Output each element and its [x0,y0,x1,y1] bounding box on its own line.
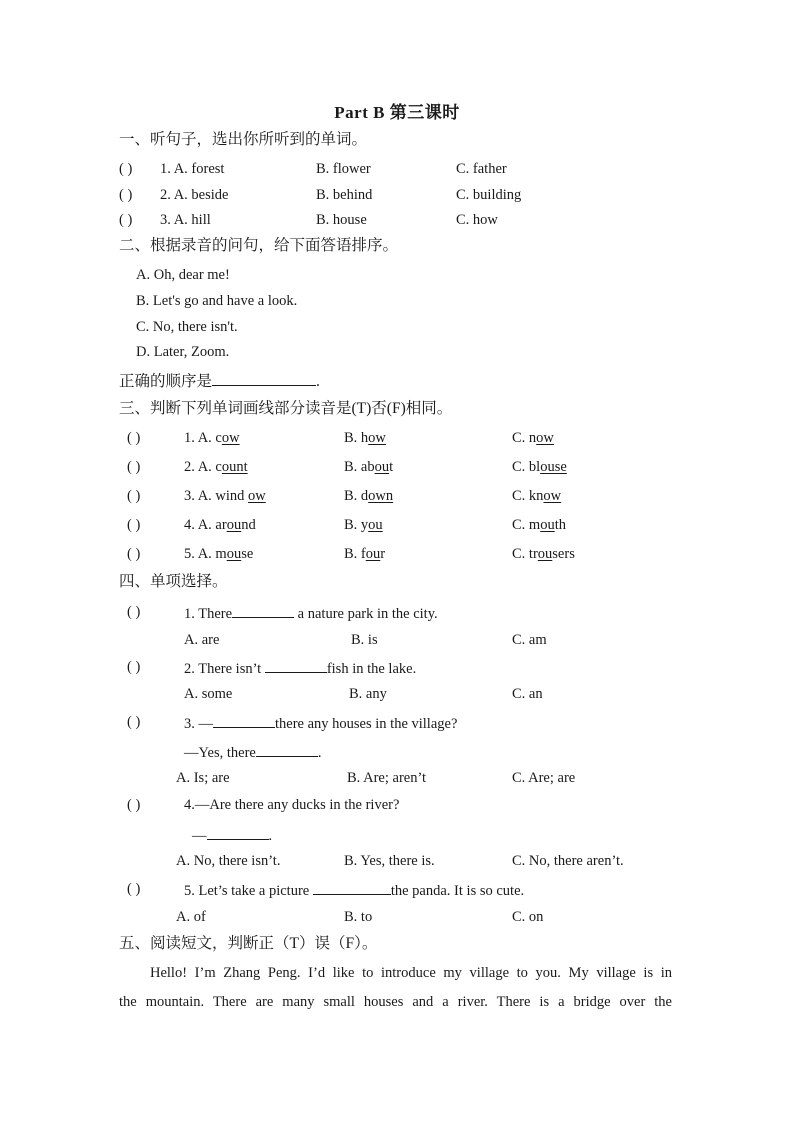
answer-bracket[interactable]: ( ) [127,659,141,675]
section-2-heading: 二、根据录音的问句，给下面答语排序。 [119,237,399,254]
order-line: 正确的顺序是 . [119,370,320,392]
answer-bracket[interactable]: ( ) [127,604,141,620]
option-c: C. on [512,909,544,925]
word-a: 2. A. count [184,459,248,475]
word-b: B. how [344,430,386,446]
option-a: A. Is; are [176,770,230,786]
reply-item-a: A. Oh, dear me! [136,267,230,283]
option-a: A. some [184,686,233,702]
passage-line-2: the mountain. There are many small houses and a river. There is a bridge over the [119,994,672,1010]
fill-blank[interactable] [213,712,275,728]
word-b: B. down [344,488,394,504]
order-blank[interactable] [212,370,316,386]
option-b: B. any [349,686,387,702]
option-c: C. am [512,632,547,648]
word-a: 4. A. around [184,517,256,533]
fill-blank[interactable] [256,741,318,757]
option-c: C. Are; are [512,770,576,786]
word-c: C. blouse [512,459,567,475]
question-4-reply: — . [192,824,272,846]
option-c: C. No, there aren’t. [512,853,624,869]
question-5: 5. Let’s take a picture the panda. It is so cute. [184,879,524,901]
option-c: C. building [456,187,522,203]
word-c: C. mouth [512,517,566,533]
reply-item-c: C. No, there isn't. [136,319,238,335]
reply-item-b: B. Let's go and have a look. [136,293,298,309]
fill-blank[interactable] [265,657,327,673]
fill-blank[interactable] [207,824,269,840]
option-b: B. flower [316,161,371,177]
option-c: C. an [512,686,543,702]
answer-bracket[interactable]: ( ) [127,881,141,897]
order-label: 正确的顺序是 [119,373,213,390]
option-a: A. are [184,632,220,648]
option-b: B. behind [316,187,373,203]
section-4-heading: 四、单项选择。 [119,573,228,590]
word-c: C. trousers [512,546,575,562]
word-b: B. you [344,517,383,533]
answer-bracket[interactable]: ( ) [127,459,141,475]
answer-bracket[interactable]: ( ) [119,187,133,203]
answer-bracket[interactable]: ( ) [127,430,141,446]
question-1: 1. There a nature park in the city. [184,602,438,624]
word-c: C. now [512,430,554,446]
section-1-heading: 一、听句子，选出你所听到的单词。 [119,131,368,148]
option-b: B. is [351,632,378,648]
section-3-heading: 三、判断下列单词画线部分读音是(T)否(F)相同。 [119,400,453,417]
answer-bracket[interactable]: ( ) [127,797,141,813]
word-a: 3. A. wind ow [184,488,266,504]
word-b: B. four [344,546,386,562]
word-b: B. about [344,459,394,475]
option-b: B. Yes, there is. [344,853,435,869]
answer-bracket[interactable]: ( ) [119,212,133,228]
word-a: 5. A. mouse [184,546,254,562]
answer-bracket[interactable]: ( ) [127,714,141,730]
question-4: 4.—Are there any ducks in the river? [184,797,400,813]
option-a: A. of [176,909,206,925]
answer-bracket[interactable]: ( ) [127,546,141,562]
section-5-heading: 五、阅读短文，判断正（T）误（F）。 [119,935,378,952]
option-b: B. to [344,909,373,925]
option-b: B. house [316,212,367,228]
option-b: B. Are; aren’t [347,770,427,786]
question-3-reply: —Yes, there . [184,741,321,763]
option-a: A. No, there isn’t. [176,853,281,869]
question-option-a: 3. A. hill [160,212,211,228]
fill-blank[interactable] [313,879,391,895]
option-c: C. father [456,161,507,177]
question-3: 3. — there any houses in the village? [184,712,457,734]
question-2: 2. There isn’t fish in the lake. [184,657,416,679]
page-title: Part B 第三课时 [334,103,460,122]
answer-bracket[interactable]: ( ) [127,517,141,533]
word-c: C. know [512,488,562,504]
passage-line-1: Hello! I’m Zhang Peng. I’d like to introduce my village to you. My village is in [150,965,672,981]
reply-item-d: D. Later, Zoom. [136,344,230,360]
answer-bracket[interactable]: ( ) [119,161,133,177]
option-c: C. how [456,212,498,228]
answer-bracket[interactable]: ( ) [127,488,141,504]
word-a: 1. A. cow [184,430,240,446]
question-option-a: 2. A. beside [160,187,229,203]
fill-blank[interactable] [232,602,294,618]
question-option-a: 1. A. forest [160,161,225,177]
